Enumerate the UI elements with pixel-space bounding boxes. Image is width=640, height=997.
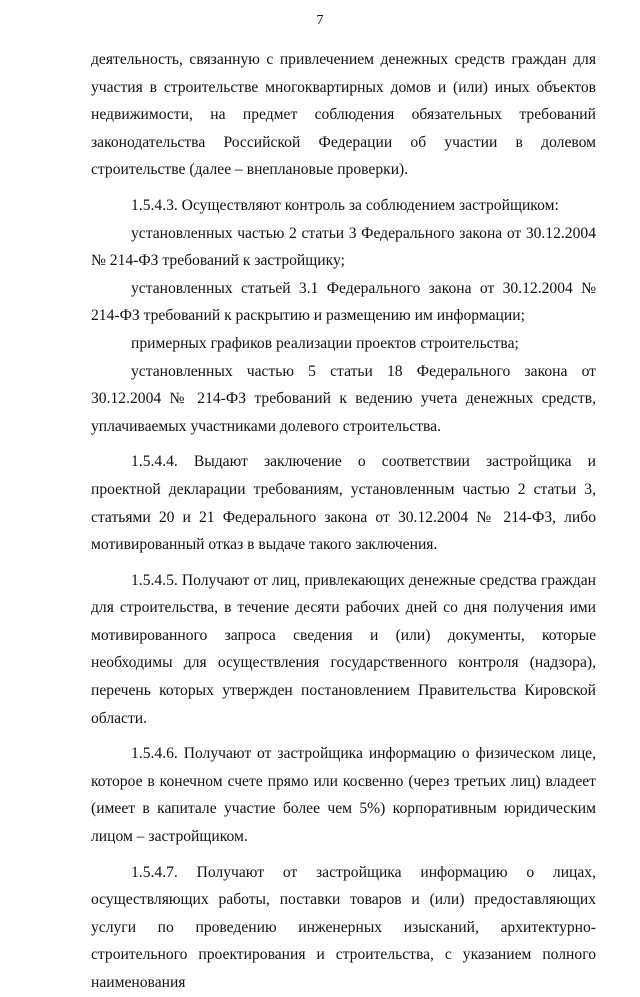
page-number: 7 bbox=[316, 13, 324, 28]
paragraph-1-5-4-3: 1.5.4.3. Осуществляют контроль за соблюдением застройщиком: bbox=[131, 196, 559, 214]
paragraph-1-5-4-5: 1.5.4.5. Получают от лиц, привлекающих денежные средства граждан для строительства, в течение десяти рабочих дней со дня получения ими мотивированного запроса сведения и (или) документы, которые необходимы для осуществления государственного контроля (надзора), перечень которых утвержден постановлением Правительства Кировской области. bbox=[91, 571, 596, 727]
paragraph-1-5-4-4: 1.5.4.4. Выдают заключение о соответствии застройщика и проектной декларации требованиям, установленным частью 2 статьи 3, статьями 20 и 21 Федерального закона от 30.12.2004 № 214-ФЗ, либо мотивированный отказ в выдаче такого заключения. bbox=[91, 453, 596, 554]
document-body bbox=[91, 46, 596, 997]
list-item-accounting-requirements: установленных частью 5 статьи 18 Федерального закона от 30.12.2004 № 214-ФЗ требований к ведению учета денежных средств, уплачиваемых участниками долевого строительства. bbox=[91, 362, 596, 435]
paragraph-continuation: деятельность, связанную с привлечением денежных средств граждан для участия в строительстве многоквартирных домов и (или) иных объектов недвижимости, на предмет соблюдения обязательных требований законодательства Российской Федерации об участии в долевом строительстве (далее – внеплановые проверки). bbox=[91, 51, 596, 179]
paragraph-1-5-4-7: 1.5.4.7. Получают от застройщика информацию о лицах, осуществляющих работы, поставки товаров и (или) предоставляющих услуги по проведению инженерных изысканий, архитектурно-строительного проектирования и строительства, с указанием полного наименования bbox=[91, 863, 596, 991]
list-item-construction-schedules: примерных графиков реализации проектов строительства; bbox=[131, 334, 519, 352]
list-item-disclosure-requirements: установленных статьей 3.1 Федерального закона от 30.12.2004 № 214-ФЗ требований к раскрытию и размещению им информации; bbox=[91, 279, 596, 325]
list-item-developer-requirements: установленных частью 2 статьи 3 Федерального закона от 30.12.2004 № 214-ФЗ требований к застройщику; bbox=[91, 224, 596, 270]
paragraph-1-5-4-6: 1.5.4.6. Получают от застройщика информацию о физическом лице, которое в конечном счете прямо или косвенно (через третьих лиц) владеет (имеет в капитале участие более чем 5%) корпоративным юридическим лицом – застройщиком. bbox=[91, 745, 596, 846]
